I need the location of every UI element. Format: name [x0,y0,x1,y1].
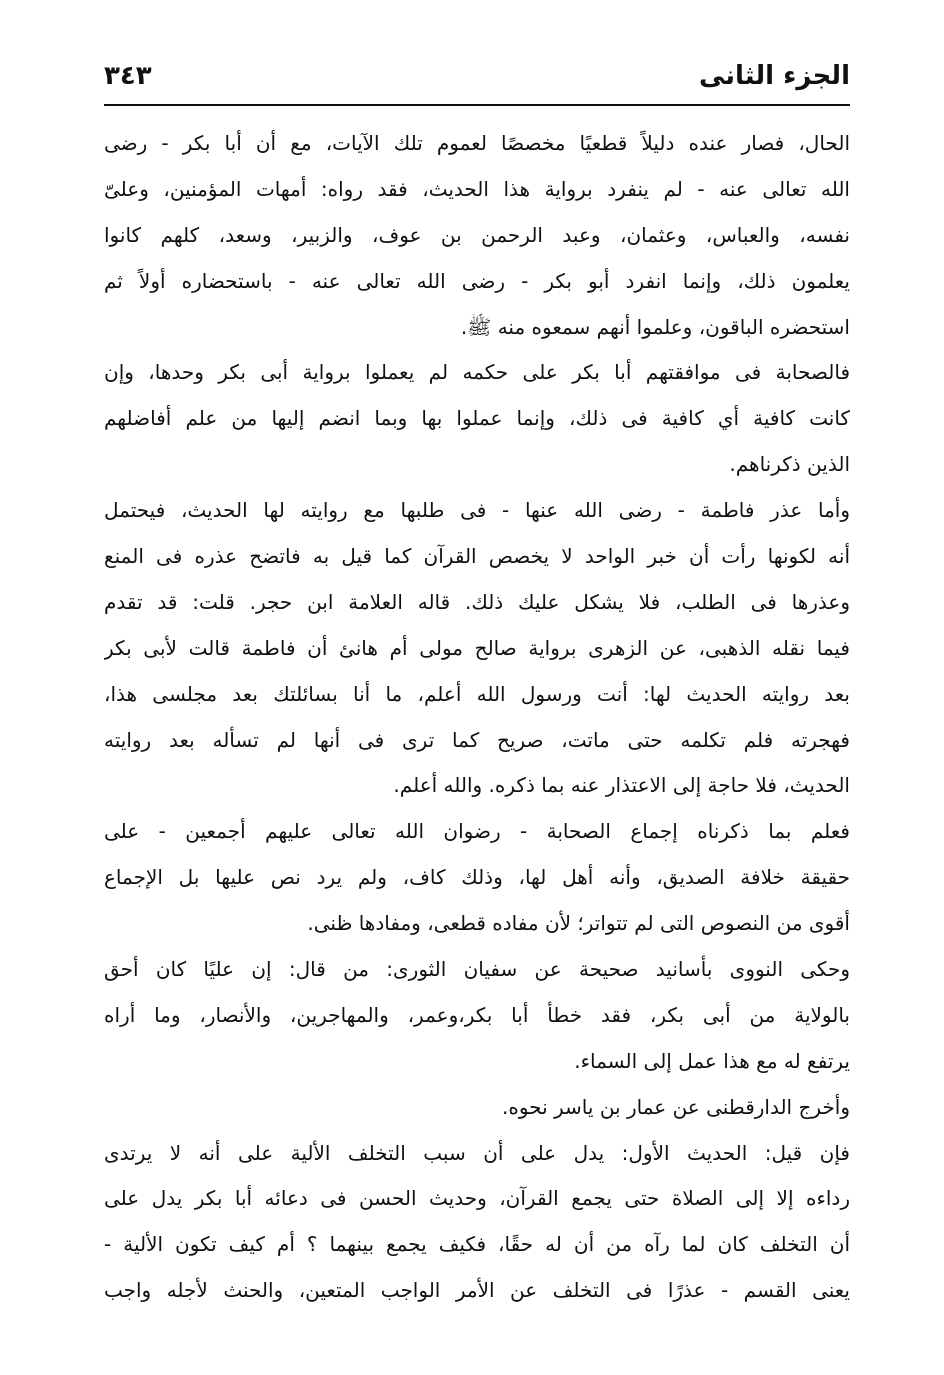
text-line: نفسه، والعباس، وعثمان، وعبد الرحمن بن عوف، والزبير، وسعد، كلهم كانوا [104,222,850,247]
text-line: فإن قيل: الحديث الأول: يدل على أن سبب التخلف الألية على أنه لا يرتدى [104,1140,850,1165]
text-line: حقيقة خلافة الصديق، وأنه أهل لها، وذلك كاف، ولم يرد نص عليها بل الإجماع [104,865,850,890]
text-line: رداءه إلا إلى الصلاة حتى يجمع القرآن، وحديث الحسن فى دعائه أبا بكر يدل على [104,1186,850,1211]
text-line: وأما عذر فاطمة - رضى الله عنها - فى طلبها مع روايته لها الحديث، فيحتمل [104,498,850,523]
text-line: يعلمون ذلك، وإنما انفرد أبو بكر - رضى الله تعالى عنه - باستحضاره أولاً ثم [104,268,850,293]
text-line: الحديث، فلا حاجة إلى الاعتذار عنه بما ذكره. والله أعلم. [393,773,850,798]
text-line: استحضره الباقون، وعلموا أنهم سمعوه منه ﷺ. [460,314,850,339]
running-title: الجزء الثانى [698,61,850,91]
page-number: ٣٤٣ [104,61,152,91]
text-line: وأخرج الدارقطنى عن عمار بن ياسر نحوه. [502,1094,850,1119]
text-line: بعد روايته الحديث لها: أنت ورسول الله أعلم، ما أنا بسائلتك بعد مجلسى هذا، [104,681,850,706]
text-line: الحال، فصار عنده دليلاً قطعيًا مخصصًا لعموم تلك الآيات، مع أن أبا بكر - رضى [104,131,850,155]
header-divider [104,104,850,106]
text-line: كانت كافية أي كافية فى ذلك، وإنما عملوا بها وبما انضم إليها من علم أفاضلهم [104,406,850,431]
text-line: فهجرته فلم تكلمه حتى ماتت، صريح كما ترى فى أنها لم تسأله بعد روايته [104,727,850,752]
text-line: فعلم بما ذكرناه إجماع الصحابة - رضوان الله تعالى عليهم أجمعين - على [104,819,850,844]
page-header [104,56,850,102]
text-line: فالصحابة فى موافقتهم أبا بكر على حكمه لم يعملوا برواية أبى بكر وحدها، وإن [104,360,850,385]
text-line: أقوى من النصوص التى لم تتواتر؛ لأن مفاده قطعى، ومفادها ظنى. [307,911,850,936]
text-line: أنه لكونها رأت أن خبر الواحد لا يخصص القرآن كما قيل به فاتضح عذره فى المنع [104,544,850,569]
text-line: الذين ذكرناهم. [729,452,850,477]
text-line: أن التخلف كان لما رآه من أن له حقًا، فكيف يجمع بينهما ؟ أم كيف تكون الألية - [104,1232,850,1257]
text-line: وحكى النووى بأسانيد صحيحة عن سفيان الثورى: من قال: إن عليًا كان أحق [104,957,850,982]
text-line: الله تعالى عنه - لم ينفرد برواية هذا الحديث، فقد رواه: أمهات المؤمنين، وعلىّ [104,176,850,201]
text-line: وعذرها فى الطلب، فلا يشكل عليك ذلك. قاله العلامة ابن حجر. قلت: قد تقدم [104,589,850,614]
text-line: يعنى القسم - عذرًا فى التخلف عن الأمر الواجب المتعين، والحنث لأجله واجب [104,1278,850,1303]
text-line: يرتفع له مع هذا عمل إلى السماء. [574,1048,850,1073]
text-line: بالولاية من أبى بكر، فقد خطأ أبا بكر،وعمر، والمهاجرين، والأنصار، وما أراه [104,1002,850,1027]
text-line: فيما نقله الذهبى، عن الزهرى برواية صالح مولى أم هانئ أن فاطمة قالت لأبى بكر [104,635,850,660]
body-text [104,121,850,1314]
